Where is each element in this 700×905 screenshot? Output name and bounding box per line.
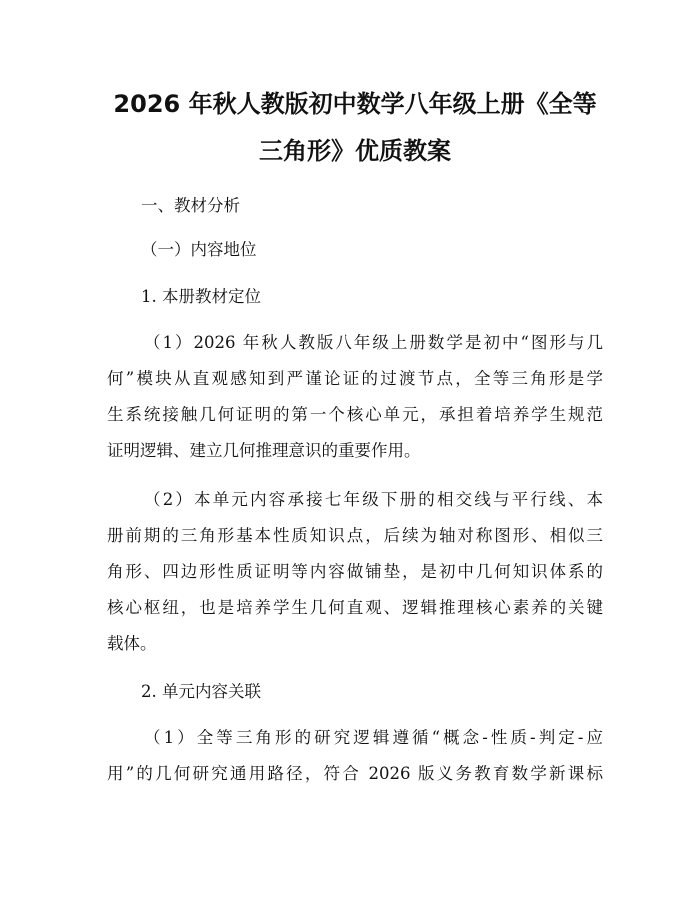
- item-heading-1: 1. 本册教材定位: [141, 287, 261, 306]
- paragraph-1-line: 证明逻辑、建立几何推理意识的重要作用。: [107, 441, 421, 460]
- paragraph-1-line: 生系统接触几何证明的第一个核心单元，承担着培养学生规范: [107, 405, 603, 424]
- paragraph-2-line: 册前期的三角形基本性质知识点，后续为轴对称图形、相似三: [107, 526, 603, 545]
- item-heading-2: 2. 单元内容关联: [141, 682, 261, 701]
- paragraph-2-line: （2）本单元内容承接七年级下册的相交线与平行线、本: [144, 490, 603, 509]
- paragraph-3-line: 用”的几何研究通用路径，符合 2026 版义务教育数学新课标: [107, 764, 603, 783]
- paragraph-2-line: 载体。: [107, 634, 157, 653]
- document-title-line-2: 三角形》优质教案: [259, 137, 451, 165]
- paragraph-3-line: （1）全等三角形的研究逻辑遵循“概念-性质-判定-应: [144, 728, 603, 747]
- paragraph-1-line: 何”模块从直观感知到严谨论证的过渡节点，全等三角形是学: [107, 369, 603, 388]
- section-heading: 一、教材分析: [141, 196, 240, 215]
- document-title-line-1: 2026 年秋人教版初中数学八年级上册《全等: [113, 90, 597, 118]
- subsection-heading: （一）内容地位: [141, 240, 257, 259]
- paragraph-1-line: （1）2026 年秋人教版八年级上册数学是初中“图形与几: [144, 333, 603, 352]
- paragraph-2-line: 核心枢纽，也是培养学生几何直观、逻辑推理核心素养的关键: [107, 598, 603, 617]
- paragraph-2-line: 角形、四边形性质证明等内容做铺垫，是初中几何知识体系的: [107, 562, 603, 581]
